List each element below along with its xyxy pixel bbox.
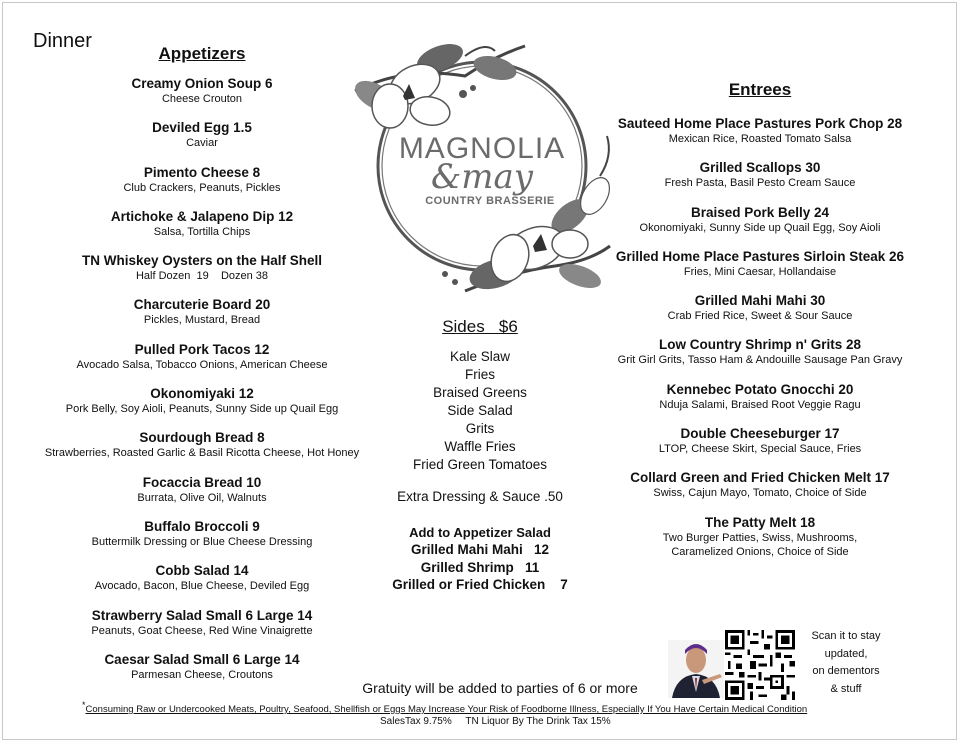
entrees-heading: Entrees bbox=[728, 80, 792, 99]
top-magnolia-flower bbox=[350, 39, 525, 129]
item-name: Grilled Mahi Mahi 30 bbox=[694, 293, 826, 309]
item-name: Cobb Salad 14 bbox=[155, 563, 249, 579]
item-desc: Club Crackers, Peanuts, Pickles bbox=[123, 181, 281, 194]
item-desc: Pork Belly, Soy Aioli, Peanuts, Sunny Side up Quail Egg bbox=[65, 403, 339, 416]
item-name: Pulled Pork Tacos 12 bbox=[134, 341, 270, 357]
menu-item bbox=[36, 297, 368, 341]
item-name: Focaccia Bread 10 bbox=[142, 474, 262, 490]
item-name: Artichoke & Jalapeno Dip 12 bbox=[110, 208, 294, 224]
item-desc: Avocado, Bacon, Blue Cheese, Deviled Egg bbox=[94, 580, 310, 593]
magnolia-may-logo bbox=[345, 36, 620, 306]
item-desc: Grit Girl Grits, Tasso Ham & Andouille Sausage Pan Gravy bbox=[617, 354, 903, 367]
disclaimer-mark: * bbox=[82, 700, 86, 710]
item-name: Collard Green and Fried Chicken Melt 17 bbox=[630, 470, 890, 486]
menu-item bbox=[36, 165, 368, 209]
item-desc: Mexican Rice, Roasted Tomato Salsa bbox=[668, 133, 852, 145]
menu-item bbox=[36, 475, 368, 519]
menu-item bbox=[36, 76, 368, 120]
qr-code[interactable] bbox=[725, 630, 795, 700]
qr-caption-line: on dementors bbox=[812, 665, 880, 677]
item-name: Sourdough Bread 8 bbox=[139, 430, 265, 446]
menu-item bbox=[605, 470, 915, 514]
addon-item: Grilled Mahi Mahi 12 bbox=[410, 542, 550, 557]
item-desc: Fresh Pasta, Basil Pesto Cream Sauce bbox=[664, 177, 856, 190]
menu-item bbox=[605, 382, 915, 426]
gratuity-note: Gratuity will be added to parties of 6 or more bbox=[362, 680, 638, 696]
qr-caption-line: & stuff bbox=[830, 682, 862, 695]
item-name: Caesar Salad Small 6 Large 14 bbox=[104, 651, 300, 667]
menu-item bbox=[605, 426, 915, 470]
side-item: Fries bbox=[465, 367, 495, 382]
item-desc: Cheese Crouton bbox=[161, 93, 243, 105]
menu-item bbox=[36, 209, 368, 253]
menu-item bbox=[605, 116, 915, 160]
item-name: Creamy Onion Soup 6 bbox=[131, 76, 273, 91]
menu-item bbox=[36, 608, 368, 652]
item-desc: Swiss, Cajun Mayo, Tomato, Choice of Side bbox=[653, 487, 867, 500]
tax-note: SalesTax 9.75% TN Liquor By The Drink Tax 15% bbox=[380, 716, 611, 727]
item-desc: LTOP, Cheese Skirt, Special Sauce, Fries bbox=[658, 443, 862, 456]
sides-column bbox=[380, 316, 580, 594]
item-name: Pimento Cheese 8 bbox=[143, 164, 261, 180]
item-name: Grilled Scallops 30 bbox=[699, 160, 821, 176]
item-desc: Crab Fried Rice, Sweet & Sour Sauce bbox=[667, 310, 853, 323]
item-desc: Half Dozen 19 Dozen 38 bbox=[135, 270, 269, 283]
item-name: Okonomiyaki 12 bbox=[150, 386, 254, 402]
item-name: Charcuterie Board 20 bbox=[133, 297, 271, 313]
food-safety-disclaimer bbox=[82, 700, 807, 715]
menu-item bbox=[36, 652, 368, 696]
item-desc: Peanuts, Goat Cheese, Red Wine Vinaigrette bbox=[91, 624, 313, 637]
item-desc: Salsa, Tortilla Chips bbox=[153, 225, 251, 238]
menu-item bbox=[605, 515, 915, 559]
item-name: Buffalo Broccoli 9 bbox=[144, 518, 260, 534]
item-name: The Patty Melt 18 bbox=[704, 514, 816, 530]
appetizers-column bbox=[36, 44, 368, 696]
qr-caption bbox=[800, 628, 892, 698]
menu-item bbox=[36, 563, 368, 607]
item-desc: Buttermilk Dressing or Blue Cheese Dressing bbox=[91, 535, 313, 548]
pointing-man-image bbox=[668, 640, 724, 698]
item-desc: Caviar bbox=[186, 137, 218, 150]
item-desc: Two Burger Patties, Swiss, Mushrooms, bbox=[662, 531, 858, 544]
item-name: Sauteed Home Place Pastures Pork Chop 28 bbox=[617, 116, 903, 131]
item-name: Low Country Shrimp n' Grits 28 bbox=[659, 337, 861, 353]
addon-item: Grilled or Fried Chicken 7 bbox=[392, 577, 568, 592]
logo-tagline: COUNTRY BRASSERIE bbox=[425, 195, 555, 207]
menu-item bbox=[36, 519, 368, 563]
side-item: Fried Green Tomatoes bbox=[412, 457, 548, 472]
side-item: Kale Slaw bbox=[449, 349, 511, 364]
menu-item bbox=[605, 160, 915, 204]
item-desc: Okonomiyaki, Sunny Side up Quail Egg, Soy Aioli bbox=[639, 221, 881, 234]
menu-item bbox=[36, 120, 368, 164]
menu-item bbox=[605, 205, 915, 249]
extra-dressing-note: Extra Dressing & Sauce .50 bbox=[397, 489, 563, 504]
item-name: Grilled Home Place Pastures Sirloin Steak 26 bbox=[615, 248, 905, 264]
addon-item: Grilled Shrimp 11 bbox=[420, 559, 540, 575]
menu-item bbox=[36, 386, 368, 430]
item-desc: Nduja Salami, Braised Root Veggie Ragu bbox=[659, 398, 861, 411]
logo-subtitle: &may bbox=[431, 157, 533, 197]
item-desc: Fries, Mini Caesar, Hollandaise bbox=[683, 265, 837, 278]
entrees-column bbox=[605, 80, 915, 559]
qr-caption-line: updated, bbox=[824, 647, 868, 660]
menu-item bbox=[605, 293, 915, 337]
side-item: Grits bbox=[465, 421, 495, 436]
item-desc: Pickles, Mustard, Bread bbox=[143, 314, 261, 327]
item-desc: Strawberries, Roasted Garlic & Basil Ricotta Cheese, Hot Honey bbox=[44, 447, 360, 460]
disclaimer-text: Consuming Raw or Undercooked Meats, Poultry, Seafood, Shellfish or Eggs May Increase Your Risk of Foodborne Illness, Especially If You Have Certain Medical Condition bbox=[85, 704, 808, 716]
qr-caption-line: Scan it to stay bbox=[811, 630, 881, 642]
logo-title: MAGNOLIA bbox=[398, 132, 566, 165]
menu-item bbox=[605, 337, 915, 381]
item-desc: Caramelized Onions, Choice of Side bbox=[671, 545, 849, 558]
side-item: Braised Greens bbox=[433, 385, 527, 400]
item-name: Double Cheeseburger 17 bbox=[680, 426, 840, 442]
menu-item bbox=[36, 253, 368, 297]
item-desc: Burrata, Olive Oil, Walnuts bbox=[137, 491, 267, 504]
item-name: TN Whiskey Oysters on the Half Shell bbox=[81, 253, 323, 269]
item-name: Strawberry Salad Small 6 Large 14 bbox=[91, 607, 313, 623]
item-desc: Parmesan Cheese, Croutons bbox=[131, 668, 273, 681]
appetizers-heading: Appetizers bbox=[158, 44, 246, 63]
addon-heading: Add to Appetizer Salad bbox=[409, 525, 551, 540]
item-name: Kennebec Potato Gnocchi 20 bbox=[666, 381, 854, 397]
menu-label: Dinner bbox=[33, 30, 92, 52]
menu-item bbox=[605, 249, 915, 293]
item-name: Deviled Egg 1.5 bbox=[152, 120, 252, 136]
side-item: Waffle Fries bbox=[444, 439, 516, 454]
sides-heading: Sides $6 bbox=[442, 317, 518, 336]
item-desc: Avocado Salsa, Tobacco Onions, American Cheese bbox=[76, 358, 328, 371]
menu-item bbox=[36, 430, 368, 474]
item-name: Braised Pork Belly 24 bbox=[690, 204, 830, 220]
side-item: Side Salad bbox=[447, 403, 513, 418]
menu-item bbox=[36, 342, 368, 386]
